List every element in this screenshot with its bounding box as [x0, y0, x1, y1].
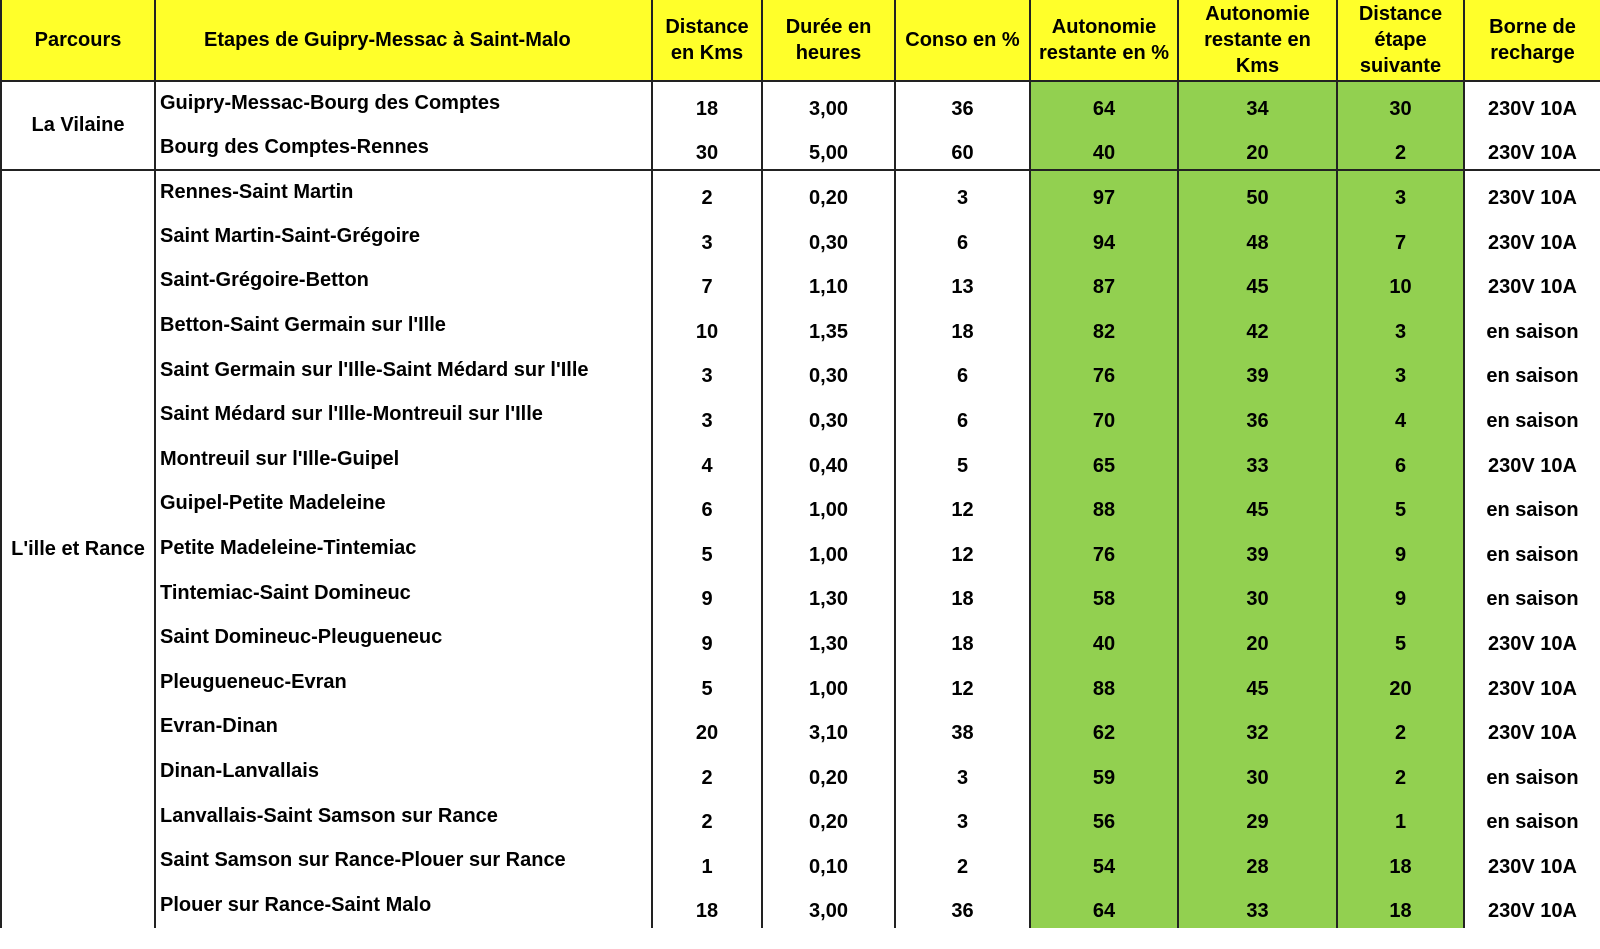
autonomie-pct-cell: 94	[1030, 215, 1178, 260]
distance-cell: 20	[652, 705, 762, 750]
duree-cell: 0,20	[762, 795, 895, 840]
etape-cell: Tintemiac-Saint Domineuc	[155, 572, 652, 617]
autonomie-pct-cell: 54	[1030, 839, 1178, 884]
etape-cell: Guipel-Petite Madeleine	[155, 482, 652, 527]
table-row	[1, 572, 1600, 617]
header-etapes: Etapes de Guipry-Messac à Saint-Malo	[155, 0, 652, 81]
borne-cell: 230V 10A	[1464, 81, 1600, 126]
distance-cell: 4	[652, 438, 762, 483]
autonomie-pct-cell: 58	[1030, 572, 1178, 617]
autonomie-kms-cell: 33	[1178, 884, 1337, 929]
autonomie-kms-cell: 50	[1178, 170, 1337, 215]
borne-cell: en saison	[1464, 527, 1600, 572]
header-autonomie-kms-line1: Autonomie	[1205, 3, 1310, 25]
borne-cell: 230V 10A	[1464, 661, 1600, 706]
etape-cell: Saint Samson sur Rance-Plouer sur Rance	[155, 839, 652, 884]
conso-cell: 18	[895, 572, 1030, 617]
autonomie-kms-cell: 28	[1178, 839, 1337, 884]
distance-suivante-cell: 9	[1337, 527, 1464, 572]
etape-cell: Evran-Dinan	[155, 705, 652, 750]
header-autonomie-pct	[1030, 0, 1178, 81]
parcours-cell: La Vilaine	[1, 81, 155, 170]
table-row	[1, 839, 1600, 884]
autonomie-pct-cell: 40	[1030, 126, 1178, 171]
autonomie-pct-cell: 76	[1030, 527, 1178, 572]
autonomie-pct-cell: 65	[1030, 438, 1178, 483]
duree-cell: 3,00	[762, 81, 895, 126]
header-borne	[1464, 0, 1600, 81]
table-row	[1, 438, 1600, 483]
autonomie-pct-cell: 64	[1030, 884, 1178, 929]
borne-cell: 230V 10A	[1464, 170, 1600, 215]
duree-cell: 3,10	[762, 705, 895, 750]
autonomie-pct-cell: 70	[1030, 393, 1178, 438]
table-body	[1, 81, 1600, 928]
duree-cell: 1,35	[762, 304, 895, 349]
autonomie-kms-cell: 36	[1178, 393, 1337, 438]
autonomie-kms-cell: 45	[1178, 482, 1337, 527]
duree-cell: 1,00	[762, 527, 895, 572]
duree-cell: 0,20	[762, 750, 895, 795]
duree-cell: 1,10	[762, 259, 895, 304]
conso-cell: 13	[895, 259, 1030, 304]
borne-cell: en saison	[1464, 572, 1600, 617]
distance-cell: 5	[652, 527, 762, 572]
autonomie-kms-cell: 20	[1178, 616, 1337, 661]
distance-suivante-cell: 7	[1337, 215, 1464, 260]
autonomie-kms-cell: 33	[1178, 438, 1337, 483]
header-conso: Conso en %	[895, 0, 1030, 81]
duree-cell: 5,00	[762, 126, 895, 171]
autonomie-kms-cell: 29	[1178, 795, 1337, 840]
distance-cell: 30	[652, 126, 762, 171]
etape-cell: Pleugueneuc-Evran	[155, 661, 652, 706]
borne-cell: en saison	[1464, 482, 1600, 527]
autonomie-pct-cell: 40	[1030, 616, 1178, 661]
table-row	[1, 259, 1600, 304]
etape-cell: Saint Germain sur l'Ille-Saint Médard sur l'Ille	[155, 349, 652, 394]
duree-cell: 0,40	[762, 438, 895, 483]
autonomie-kms-cell: 30	[1178, 750, 1337, 795]
borne-cell: 230V 10A	[1464, 438, 1600, 483]
conso-cell: 18	[895, 304, 1030, 349]
table-row	[1, 304, 1600, 349]
distance-cell: 18	[652, 81, 762, 126]
conso-cell: 12	[895, 661, 1030, 706]
borne-cell: 230V 10A	[1464, 884, 1600, 929]
duree-cell: 0,30	[762, 393, 895, 438]
autonomie-kms-cell: 30	[1178, 572, 1337, 617]
distance-cell: 9	[652, 616, 762, 661]
conso-cell: 6	[895, 215, 1030, 260]
etape-cell: Saint-Grégoire-Betton	[155, 259, 652, 304]
autonomie-pct-cell: 64	[1030, 81, 1178, 126]
table-row	[1, 482, 1600, 527]
conso-cell: 3	[895, 795, 1030, 840]
distance-cell: 9	[652, 572, 762, 617]
table-row	[1, 705, 1600, 750]
conso-cell: 3	[895, 170, 1030, 215]
borne-cell: en saison	[1464, 393, 1600, 438]
autonomie-pct-cell: 97	[1030, 170, 1178, 215]
conso-cell: 36	[895, 884, 1030, 929]
distance-suivante-cell: 10	[1337, 259, 1464, 304]
duree-cell: 1,00	[762, 661, 895, 706]
borne-cell: en saison	[1464, 750, 1600, 795]
autonomie-pct-cell: 76	[1030, 349, 1178, 394]
header-duree-line2: heures	[795, 42, 862, 64]
duree-cell: 0,30	[762, 349, 895, 394]
conso-cell: 6	[895, 393, 1030, 438]
etape-cell: Saint Médard sur l'Ille-Montreuil sur l'Ille	[155, 393, 652, 438]
borne-cell: 230V 10A	[1464, 215, 1600, 260]
autonomie-pct-cell: 82	[1030, 304, 1178, 349]
table-row	[1, 126, 1600, 171]
table-row	[1, 795, 1600, 840]
distance-cell: 10	[652, 304, 762, 349]
autonomie-pct-cell: 59	[1030, 750, 1178, 795]
table-row	[1, 884, 1600, 929]
etape-cell: Petite Madeleine-Tintemiac	[155, 527, 652, 572]
distance-suivante-cell: 3	[1337, 349, 1464, 394]
etape-cell: Plouer sur Rance-Saint Malo	[155, 884, 652, 929]
conso-cell: 12	[895, 527, 1030, 572]
parcours-cell: L'ille et Rance	[1, 170, 155, 928]
autonomie-pct-cell: 88	[1030, 661, 1178, 706]
distance-suivante-cell: 2	[1337, 126, 1464, 171]
conso-cell: 18	[895, 616, 1030, 661]
table-row	[1, 527, 1600, 572]
distance-cell: 2	[652, 795, 762, 840]
autonomie-pct-cell: 88	[1030, 482, 1178, 527]
header-suivante-line2: étape	[1374, 29, 1427, 51]
distance-suivante-cell: 6	[1337, 438, 1464, 483]
table-row	[1, 215, 1600, 260]
autonomie-kms-cell: 42	[1178, 304, 1337, 349]
distance-suivante-cell: 4	[1337, 393, 1464, 438]
autonomie-kms-cell: 34	[1178, 81, 1337, 126]
distance-cell: 3	[652, 349, 762, 394]
header-autonomie-kms-line2: restante en	[1204, 29, 1311, 51]
header-distance-line2: en Kms	[670, 42, 744, 64]
header-autonomie-kms-line3: Kms	[1235, 55, 1280, 77]
header-suivante-line1: Distance	[1358, 3, 1443, 25]
duree-cell: 1,00	[762, 482, 895, 527]
distance-cell: 5	[652, 661, 762, 706]
distance-cell: 2	[652, 750, 762, 795]
etape-cell: Lanvallais-Saint Samson sur Rance	[155, 795, 652, 840]
autonomie-kms-cell: 45	[1178, 259, 1337, 304]
autonomie-kms-cell: 32	[1178, 705, 1337, 750]
conso-cell: 60	[895, 126, 1030, 171]
etape-cell: Rennes-Saint Martin	[155, 170, 652, 215]
header-borne-line1: Borne de	[1489, 16, 1576, 38]
conso-cell: 12	[895, 482, 1030, 527]
table-row	[1, 616, 1600, 661]
duree-cell: 0,30	[762, 215, 895, 260]
header-parcours: Parcours	[1, 0, 155, 81]
autonomie-pct-cell: 56	[1030, 795, 1178, 840]
distance-cell: 6	[652, 482, 762, 527]
etape-cell: Bourg des Comptes-Rennes	[155, 126, 652, 171]
etape-cell: Betton-Saint Germain sur l'Ille	[155, 304, 652, 349]
header-autonomie-pct-line1: Autonomie	[1051, 16, 1157, 38]
header-distance	[652, 0, 762, 81]
duree-cell: 1,30	[762, 616, 895, 661]
conso-cell: 36	[895, 81, 1030, 126]
distance-suivante-cell: 18	[1337, 884, 1464, 929]
borne-cell: en saison	[1464, 304, 1600, 349]
distance-cell: 1	[652, 839, 762, 884]
table-row	[1, 750, 1600, 795]
distance-suivante-cell: 20	[1337, 661, 1464, 706]
distance-suivante-cell: 2	[1337, 705, 1464, 750]
autonomie-pct-cell: 87	[1030, 259, 1178, 304]
conso-cell: 38	[895, 705, 1030, 750]
distance-suivante-cell: 5	[1337, 482, 1464, 527]
header-distance-line1: Distance	[665, 16, 749, 38]
distance-suivante-cell: 5	[1337, 616, 1464, 661]
borne-cell: en saison	[1464, 795, 1600, 840]
borne-cell: 230V 10A	[1464, 839, 1600, 884]
conso-cell: 2	[895, 839, 1030, 884]
distance-cell: 3	[652, 393, 762, 438]
duree-cell: 3,00	[762, 884, 895, 929]
distance-suivante-cell: 3	[1337, 304, 1464, 349]
borne-cell: 230V 10A	[1464, 259, 1600, 304]
borne-cell: 230V 10A	[1464, 616, 1600, 661]
autonomie-kms-cell: 20	[1178, 126, 1337, 171]
duree-cell: 1,30	[762, 572, 895, 617]
distance-cell: 7	[652, 259, 762, 304]
borne-cell: en saison	[1464, 349, 1600, 394]
table-row	[1, 349, 1600, 394]
autonomie-kms-cell: 45	[1178, 661, 1337, 706]
header-duree	[762, 0, 895, 81]
borne-cell: 230V 10A	[1464, 705, 1600, 750]
etape-cell: Saint Domineuc-Pleugueneuc	[155, 616, 652, 661]
header-suivante-line3: suivante	[1359, 55, 1442, 77]
table-row	[1, 393, 1600, 438]
duree-cell: 0,20	[762, 170, 895, 215]
conso-cell: 5	[895, 438, 1030, 483]
distance-cell: 18	[652, 884, 762, 929]
header-autonomie-pct-line2: restante en %	[1038, 42, 1170, 64]
header-row	[1, 0, 1600, 81]
autonomie-kms-cell: 48	[1178, 215, 1337, 260]
etape-cell: Saint Martin-Saint-Grégoire	[155, 215, 652, 260]
etape-cell: Guipry-Messac-Bourg des Comptes	[155, 81, 652, 126]
table-row	[1, 81, 1600, 126]
distance-cell: 3	[652, 215, 762, 260]
autonomie-kms-cell: 39	[1178, 349, 1337, 394]
autonomie-kms-cell: 39	[1178, 527, 1337, 572]
autonomie-pct-cell: 62	[1030, 705, 1178, 750]
distance-suivante-cell: 18	[1337, 839, 1464, 884]
table-row	[1, 170, 1600, 215]
distance-suivante-cell: 1	[1337, 795, 1464, 840]
duree-cell: 0,10	[762, 839, 895, 884]
header-distance-suivante	[1337, 0, 1464, 81]
etape-cell: Montreuil sur l'Ille-Guipel	[155, 438, 652, 483]
header-borne-line2: recharge	[1490, 42, 1575, 64]
distance-suivante-cell: 3	[1337, 170, 1464, 215]
conso-cell: 6	[895, 349, 1030, 394]
borne-cell: 230V 10A	[1464, 126, 1600, 171]
etape-cell: Dinan-Lanvallais	[155, 750, 652, 795]
conso-cell: 3	[895, 750, 1030, 795]
distance-suivante-cell: 9	[1337, 572, 1464, 617]
distance-cell: 2	[652, 170, 762, 215]
header-autonomie-kms	[1178, 0, 1337, 81]
header-duree-line1: Durée en	[785, 16, 872, 38]
sheet-bottom-margin	[0, 939, 1600, 949]
distance-suivante-cell: 2	[1337, 750, 1464, 795]
distance-suivante-cell: 30	[1337, 81, 1464, 126]
table-row	[1, 661, 1600, 706]
